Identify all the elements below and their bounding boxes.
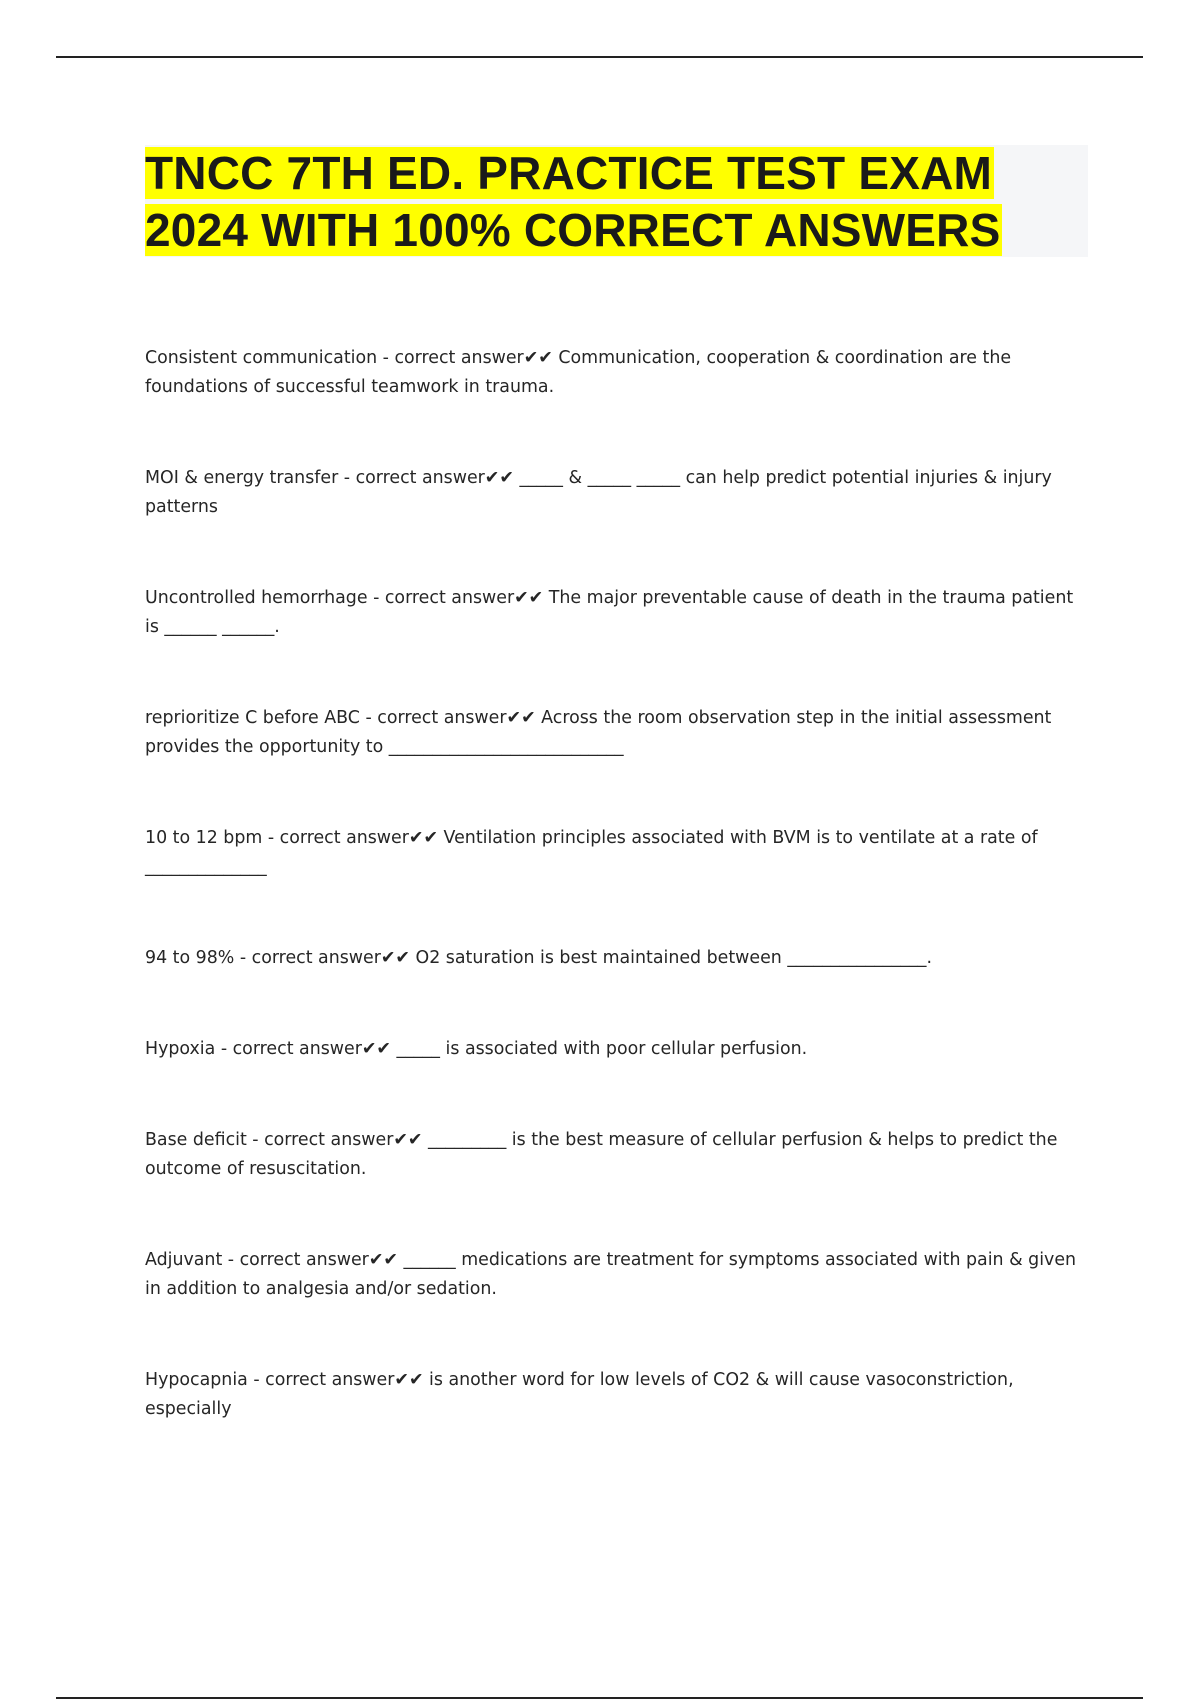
qa-item: 10 to 12 bpm - correct answer✔✔ Ventilation principles associated with BVM is to ventilate at a rate of ______________ xyxy=(145,828,1038,877)
qa-item: Adjuvant - correct answer✔✔ ______ medications are treatment for symptoms associated with pain & given in addition to analgesia and/or sedation. xyxy=(145,1250,1077,1299)
header-rule xyxy=(56,56,1143,58)
title-block xyxy=(145,145,1088,257)
question-answer-list xyxy=(145,344,1090,1424)
footer-rule xyxy=(56,1697,1143,1699)
qa-item: reprioritize C before ABC - correct answer✔✔ Across the room observation step in the initial assessment provides the opportunity to ___________________________ xyxy=(145,708,1052,757)
qa-item: MOI & energy transfer - correct answer✔✔ _____ & _____ _____ can help predict potential injuries & injury patterns xyxy=(145,468,1052,517)
qa-item: 94 to 98% - correct answer✔✔ O2 saturation is best maintained between ________________. xyxy=(145,948,933,968)
document-title xyxy=(145,145,1088,259)
title-highlight: TNCC 7TH ED. PRACTICE TEST EXAM 2024 WITH 100% CORRECT ANSWERS xyxy=(145,147,1001,256)
qa-item: Base deficit - correct answer✔✔ _________ is the best measure of cellular perfusion & helps to predict the outcome of resuscitation. xyxy=(145,1130,1058,1179)
qa-item: Hypoxia - correct answer✔✔ _____ is associated with poor cellular perfusion. xyxy=(145,1039,808,1059)
qa-item: Hypocapnia - correct answer✔✔ is another word for low levels of CO2 & will cause vasoconstriction, especially xyxy=(145,1370,1014,1419)
qa-item: Uncontrolled hemorrhage - correct answer✔✔ The major preventable cause of death in the trauma patient is ______ ______. xyxy=(145,588,1074,637)
qa-item: Consistent communication - correct answer✔✔ Communication, cooperation & coordination are the foundations of successful teamwork in trauma. xyxy=(145,348,1012,397)
